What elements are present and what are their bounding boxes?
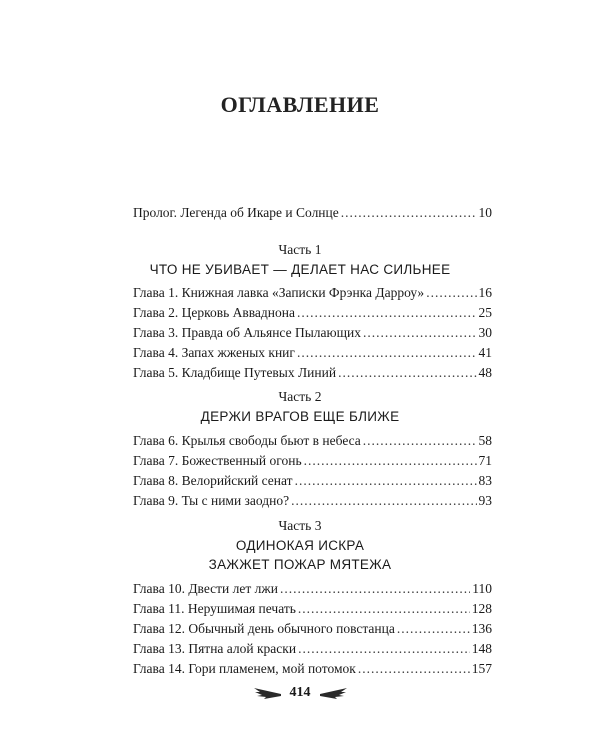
entry-label: Глава 14. Гори пламенем, мой потомок xyxy=(133,661,356,676)
toc-entry xyxy=(133,365,492,385)
dot-leader xyxy=(295,473,477,489)
toc-entry xyxy=(133,641,492,661)
entry-page: 71 xyxy=(478,453,492,468)
entry-page: 136 xyxy=(471,621,492,636)
entry-label: Глава 12. Обычный день обычного повстанца xyxy=(133,621,395,636)
toc-entry xyxy=(133,581,492,601)
dot-leader xyxy=(338,365,476,381)
toc-entry xyxy=(133,325,492,345)
entry-label: Глава 11. Нерушимая печать xyxy=(133,601,296,616)
dot-leader xyxy=(397,621,470,637)
entry-label: Глава 3. Правда об Альянсе Пылающих xyxy=(133,325,361,340)
toc-entry xyxy=(133,433,492,453)
dot-leader xyxy=(298,641,470,657)
toc-entry xyxy=(133,453,492,473)
toc-entry xyxy=(133,285,492,305)
entry-label: Глава 10. Двести лет лжи xyxy=(133,581,278,596)
toc-entry xyxy=(133,305,492,325)
entry-page: 110 xyxy=(472,581,492,596)
entry-page: 25 xyxy=(478,305,492,320)
entry-label: Пролог. Легенда об Икаре и Солнце xyxy=(133,205,339,220)
part-3-heading: Часть 3 xyxy=(278,518,322,533)
entry-page: 30 xyxy=(478,325,492,340)
entry-label: Глава 9. Ты с ними заодно? xyxy=(133,493,290,508)
entry-page: 93 xyxy=(478,493,492,508)
part-2-title: ДЕРЖИ ВРАГОВ ЕЩЕ БЛИЖЕ xyxy=(200,409,400,424)
part-3-title-line-2: ЗАЖЖЕТ ПОЖАР МЯТЕЖА xyxy=(208,557,392,572)
entry-label: Глава 2. Церковь Авваднона xyxy=(133,305,295,320)
entry-label: Глава 4. Запах жженых книг xyxy=(133,345,295,360)
entry-label: Глава 6. Крылья свободы бьют в небеса xyxy=(133,433,361,448)
dot-leader xyxy=(291,493,476,509)
page-title: ОГЛАВЛЕНИЕ xyxy=(220,92,380,117)
entry-label: Глава 8. Велорийский сенат xyxy=(133,473,293,488)
wing-icon-right xyxy=(319,686,349,700)
part-2-chapters xyxy=(133,433,492,513)
entry-page: 157 xyxy=(471,661,492,676)
entry-page: 58 xyxy=(478,433,492,448)
entry-page: 128 xyxy=(471,601,492,616)
part-3-chapters xyxy=(133,581,492,681)
toc-entry xyxy=(133,473,492,493)
part-1-chapters xyxy=(133,285,492,385)
dot-leader xyxy=(363,433,477,449)
dot-leader xyxy=(298,601,470,617)
entry-page: 83 xyxy=(478,473,492,488)
dot-leader xyxy=(363,325,477,341)
dot-leader xyxy=(358,661,470,677)
toc-entry xyxy=(133,345,492,365)
entry-label: Глава 5. Кладбище Путевых Линий xyxy=(133,365,337,380)
entry-label: Глава 1. Книжная лавка «Записки Фрэнка Дарроу» xyxy=(133,285,425,300)
entry-page: 41 xyxy=(478,345,492,360)
entry-page: 16 xyxy=(478,285,492,300)
dot-leader xyxy=(426,285,476,301)
toc-entry xyxy=(133,493,492,513)
page-number: 414 xyxy=(289,685,311,700)
dot-leader xyxy=(280,581,470,597)
part-1-title: ЧТО НЕ УБИВАЕТ — ДЕЛАЕТ НАС СИЛЬНЕЕ xyxy=(149,262,451,277)
page-footer xyxy=(0,685,600,701)
toc-entry xyxy=(133,621,492,641)
entry-label: Глава 13. Пятна алой краски xyxy=(133,641,297,656)
dot-leader xyxy=(304,453,477,469)
toc-entry xyxy=(133,601,492,621)
entry-page: 148 xyxy=(471,641,492,656)
dot-leader xyxy=(341,205,477,221)
dot-leader xyxy=(297,345,477,361)
part-1-heading: Часть 1 xyxy=(278,242,322,257)
dot-leader xyxy=(297,305,477,321)
entry-page: 10 xyxy=(478,205,492,220)
toc-entry xyxy=(133,205,492,225)
part-3-title-line-1: ОДИНОКАЯ ИСКРА xyxy=(235,538,365,553)
entry-label: Глава 7. Божественный огонь xyxy=(133,453,302,468)
prologue-entry xyxy=(133,205,492,225)
wing-icon-left xyxy=(252,686,282,700)
part-2-heading: Часть 2 xyxy=(278,389,322,404)
toc-entry xyxy=(133,661,492,681)
entry-page: 48 xyxy=(478,365,492,380)
